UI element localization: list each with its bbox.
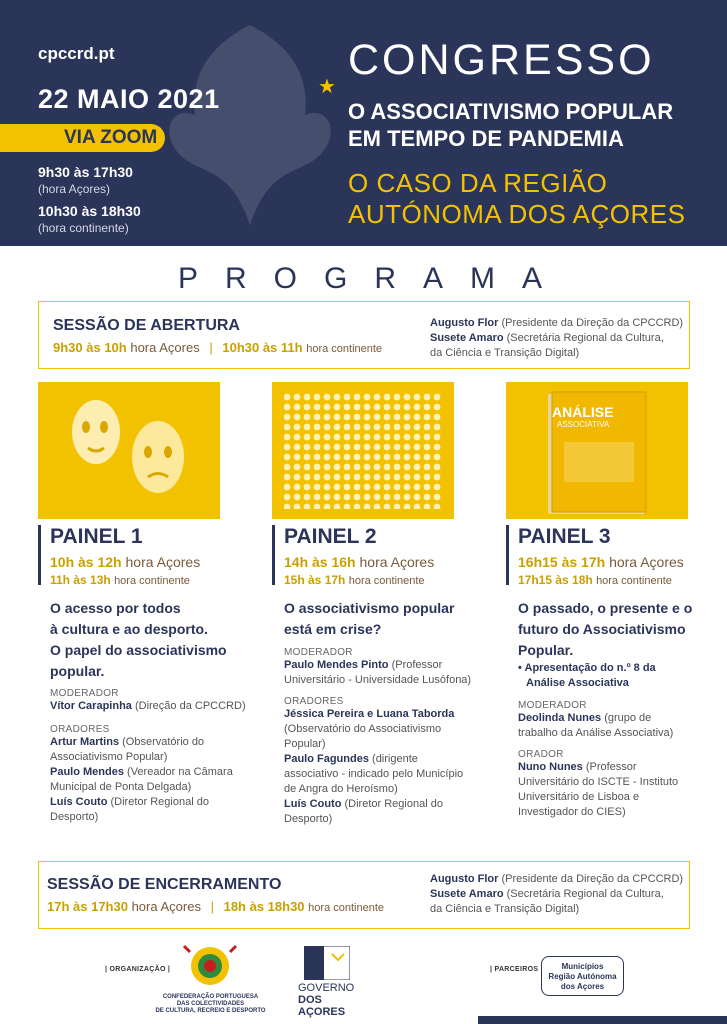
speaker-role: da Ciência e Transição Digital) (430, 903, 580, 915)
programa-heading: PROGRAMA (177, 262, 570, 295)
opening-speakers (430, 316, 683, 361)
speaker-role: (Diretor Regional do (110, 796, 209, 808)
partners-label: | PARCEIROS | (490, 966, 543, 973)
panel-3-bullet (518, 661, 656, 691)
azores-flag-icon (304, 946, 350, 980)
question-line: Popular. (518, 642, 574, 658)
speaker-role: (Diretor Regional do (344, 798, 443, 810)
panel-3-question (518, 598, 692, 661)
panel-1-time-continent (50, 573, 190, 587)
closing-title: SESSÃO DE ENCERRAMENTO (47, 876, 282, 893)
partner-line: Municípios (561, 962, 604, 971)
speaker-name: Jéssica Pereira e Luana Taborda (284, 708, 455, 720)
moderator-name: Vítor Carapinha (50, 700, 132, 712)
panel-1-image (38, 382, 220, 519)
cpccrd-emblem-icon (176, 942, 244, 992)
panel-2-accent (272, 525, 275, 585)
star-icon: ★ (318, 76, 336, 98)
speaker-name: Paulo Mendes (50, 766, 124, 778)
speakers-label: ORADOR (518, 749, 564, 760)
question-line: O associativismo popular (284, 600, 455, 616)
question-line: O acesso por todos (50, 600, 181, 616)
panel-1-question (50, 598, 227, 682)
speaker-role: Associativismo Popular) (50, 751, 168, 763)
time-note: hora continente (348, 575, 425, 587)
speaker-name: Luís Couto (50, 796, 108, 808)
org-name-line: CONFEDERAÇÃO PORTUGUESA (162, 994, 259, 1000)
time-note: hora continente (596, 575, 672, 587)
speaker-role: (Observatório do (122, 736, 205, 748)
speaker-name: Susete Amaro (430, 332, 504, 344)
speaker-role: (Presidente da Direção da CPCCRD) (501, 873, 684, 885)
time-value: 10h às 12h (50, 554, 122, 570)
organization-name (148, 994, 273, 1015)
speaker-name: Luís Couto (284, 798, 342, 810)
org-name-line: DE CULTURA, RECREIO E DESPORTO (155, 1008, 266, 1014)
org-name-line: DAS COLECTIVIDADES (176, 1001, 245, 1007)
opening-time-azores-note: hora Açores (130, 340, 200, 355)
speakers-label: ORADORES (284, 696, 344, 707)
closing-time-azores-note: hora Açores (131, 899, 201, 914)
time-value: 15h às 17h (284, 573, 346, 587)
moderator-role: trabalho da Análise Associativa) (518, 727, 674, 739)
panel-2-question (284, 598, 454, 640)
speaker-role: Universitário do ISCTE - Instituto (518, 776, 679, 788)
panel-2-title: PAINEL 2 (284, 525, 377, 548)
moderator-label: MODERADOR (50, 688, 119, 699)
opening-times (53, 340, 382, 355)
speaker-name: Susete Amaro (430, 888, 504, 900)
speakers-label: ORADORES (50, 724, 110, 735)
speaker-role: Investigador do CIES) (518, 806, 626, 818)
partner-badge (541, 956, 624, 996)
speaker-role: Desporto) (284, 813, 333, 825)
title-line-2: EM TEMPO DE PANDEMIA (348, 126, 624, 151)
partner-line: Região Autónoma (548, 972, 617, 981)
subtitle-line-1: O CASO DA REGIÃO (348, 168, 608, 198)
question-line: O passado, o presente e o (518, 600, 693, 616)
closing-time-azores: 17h às 17h30 (47, 899, 128, 914)
bottom-accent-bar (478, 1016, 727, 1024)
congress-subtitle (348, 168, 685, 230)
speaker-name: Augusto Flor (430, 317, 499, 329)
question-line: O papel do associativismo (50, 642, 227, 658)
time-continent-note: (hora continente) (38, 221, 129, 235)
gov-line: GOVERNO (298, 982, 355, 994)
panel-2-time-continent (284, 573, 425, 587)
time-continent: 10h30 às 18h30 (38, 203, 141, 219)
speaker-role: de Angra do Heroísmo) (284, 783, 398, 795)
government-logo-text (298, 982, 368, 1018)
closing-time-continent-note: hora continente (308, 902, 385, 914)
panel-3-time-continent (518, 573, 672, 587)
speaker-role: Desporto) (50, 811, 99, 823)
bullet-line: • Apresentação do n.º 8 da (518, 662, 656, 674)
time-value: 16h15 às 17h (518, 554, 606, 570)
question-line: popular. (50, 663, 105, 679)
organization-label: | ORGANIZAÇÃO | (105, 966, 171, 973)
moderator-role: (grupo de (604, 712, 652, 724)
speaker-role: (Secretária Regional da Cultura, (506, 332, 664, 344)
speaker-role: Municipal de Ponta Delgada) (50, 781, 192, 793)
opening-time-continent-note: hora continente (306, 343, 383, 355)
congress-title (348, 98, 673, 152)
moderator-role: Universitário - Universidade Lusófona) (284, 674, 472, 686)
book-title: ANÁLISE (552, 404, 614, 420)
closing-times (47, 899, 384, 914)
speaker-name: Nuno Nunes (518, 761, 583, 773)
speaker-role: (Vereador na Câmara (127, 766, 233, 778)
eagle-watermark-icon (150, 15, 350, 235)
moderator-label: MODERADOR (284, 647, 353, 658)
partner-line: dos Açores (560, 982, 605, 991)
book-subtitle: ASSOCIATIVA (557, 420, 610, 429)
moderator-name: Paulo Mendes Pinto (284, 659, 389, 671)
panel-2-people (284, 647, 494, 827)
speaker-name: Artur Martins (50, 736, 120, 748)
event-date: 22 MAIO 2021 (38, 84, 220, 114)
time-azores: 9h30 às 17h30 (38, 164, 133, 180)
speaker-role: (Observatório do Associativismo (284, 723, 442, 735)
panel-1-time-azores (50, 554, 200, 570)
time-value: 14h às 16h (284, 554, 356, 570)
panel-2-image (272, 382, 454, 519)
panel-3-people (518, 700, 718, 820)
closing-separator: | (210, 899, 214, 914)
theatre-masks-icon (38, 382, 220, 519)
opening-title: SESSÃO DE ABERTURA (53, 317, 240, 334)
via-zoom-label: VIA ZOOM (64, 127, 158, 148)
speaker-role: (Professor (585, 761, 637, 773)
title-line-1: O ASSOCIATIVISMO POPULAR (348, 99, 674, 124)
congress-heading: CONGRESSO (348, 36, 655, 84)
opening-time-azores: 9h30 às 10h (53, 340, 127, 355)
panel-3-time-azores (518, 554, 684, 570)
time-note: hora Açores (359, 554, 435, 570)
question-line: está em crise? (284, 621, 382, 637)
closing-time-continent: 18h às 18h30 (223, 899, 305, 914)
panel-1-title: PAINEL 1 (50, 525, 143, 548)
panel-2-time-azores (284, 554, 434, 570)
speaker-role: associativo - indicado pelo Município (284, 768, 464, 780)
speaker-role: (Presidente da Direção da CPCCRD) (501, 317, 684, 329)
time-value: 17h15 às 18h (518, 573, 593, 587)
question-line: à cultura e ao desporto. (50, 621, 208, 637)
opening-separator: | (209, 340, 213, 355)
panel-1-people (50, 688, 260, 825)
book-cover-icon (506, 382, 688, 519)
speaker-role: (dirigente (372, 753, 418, 765)
speaker-role: da Ciência e Transição Digital) (430, 347, 580, 359)
moderator-role: (Professor (391, 659, 443, 671)
moderator-role: (Direção da CPCCRD) (134, 700, 246, 712)
panel-1-accent (38, 525, 41, 585)
time-value: 11h às 13h (50, 573, 111, 587)
faces-mosaic-icon (272, 382, 454, 519)
time-note: hora continente (114, 575, 190, 587)
moderator-label: MODERADOR (518, 700, 587, 711)
speaker-role: (Secretária Regional da Cultura, (506, 888, 664, 900)
moderator-name: Deolinda Nunes (518, 712, 602, 724)
site-url[interactable]: cpccrd.pt (38, 44, 115, 63)
panel-3-accent (506, 525, 509, 585)
panel-3-image (506, 382, 688, 519)
closing-speakers (430, 872, 683, 917)
time-note: hora Açores (609, 554, 684, 570)
panel-3-title: PAINEL 3 (518, 525, 611, 548)
opening-time-continent: 10h30 às 11h (222, 340, 303, 355)
speaker-name: Augusto Flor (430, 873, 499, 885)
speaker-role: Popular) (284, 738, 326, 750)
time-note: hora Açores (125, 554, 201, 570)
time-azores-note: (hora Açores) (38, 182, 111, 196)
bullet-line: Análise Associativa (526, 677, 629, 689)
speaker-name: Paulo Fagundes (284, 753, 369, 765)
gov-line: DOS AÇORES (298, 994, 346, 1018)
question-line: futuro do Associativismo (518, 621, 686, 637)
speaker-role: Universitário de Lisboa e (518, 791, 640, 803)
subtitle-line-2: AUTÓNOMA DOS AÇORES (348, 199, 686, 229)
